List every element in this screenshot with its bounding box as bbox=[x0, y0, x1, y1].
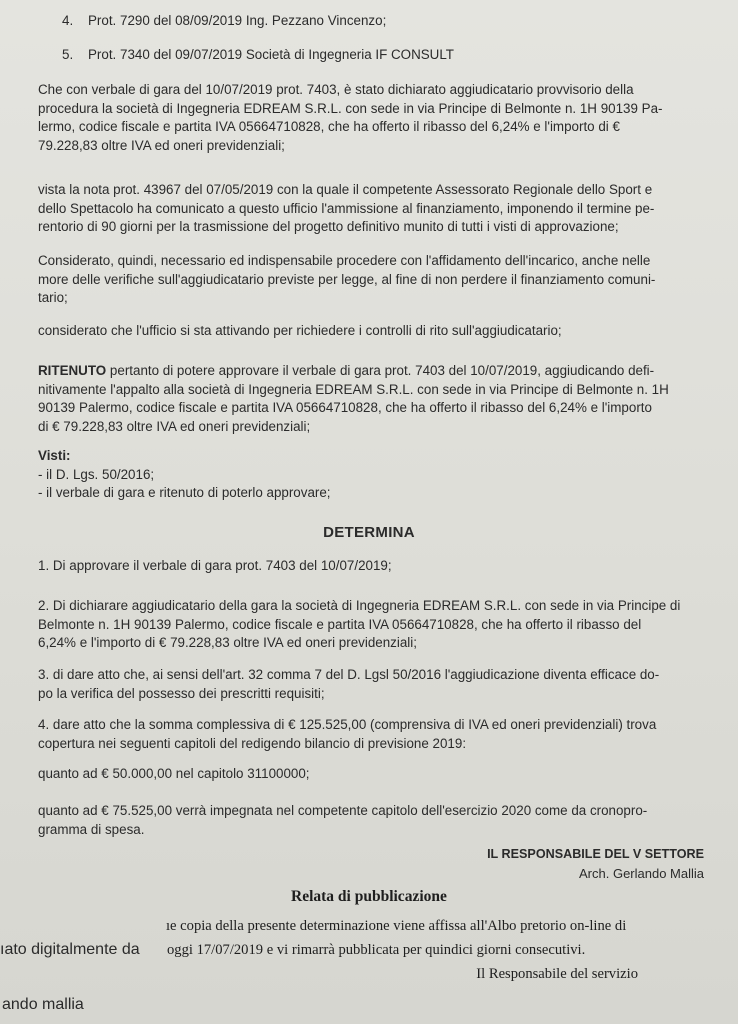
paragraph-verbale: Che con verbale di gara del 10/07/2019 prot. 7403, è stato dichiarato aggiudicatario provvisorio della procedura la società di Ingegneria EDREAM S.R.L. con sede in via Principe di Belmonte n. 1H 90139 Pa- lermo, codice fiscale e partita IVA 05664710828, che ha offerto il ribasso del 6,24% e l'importo di € 79.228,83 oltre IVA ed oneri previdenziali; bbox=[38, 82, 663, 153]
relata-line-3: Il Responsabile del servizio bbox=[476, 966, 638, 982]
determina-item-2: 2. Di dichiarare aggiudicatario della gara la società di Ingegneria EDREAM S.R.L. con sede in via Principe di Belmonte n. 1H 90139 Palermo, codice fiscale e partita IVA 05664710828, che ha offerto il ribasso del 6,24% e l'importo di € 79.228,83 oltre IVA ed oneri previdenziali; bbox=[38, 598, 681, 651]
relata-line-2: oggi 17/07/2019 e vi rimarrà pubblicata per quindici giorni consecutivi. bbox=[167, 942, 586, 958]
digital-signature-stamp-line-2: ando mallia bbox=[2, 996, 84, 1013]
determina-item-4: 4. dare atto che la somma complessiva di € 125.525,00 (comprensiva di IVA ed oneri previdenziali) trova copertura nei seguenti capitoli del redigendo bilancio di previsione 2019: bbox=[38, 717, 657, 751]
determina-item-5: quanto ad € 50.000,00 nel capitolo 31100000; bbox=[38, 766, 310, 781]
visti-section: Visti: - il D. Lgs. 50/2016; - il verbale di gara e ritenuto di poterlo approvare; bbox=[38, 447, 718, 503]
signature-role: IL RESPONSABILE DEL V SETTORE bbox=[487, 847, 704, 861]
determina-item-1: 1. Di approvare il verbale di gara prot. 7403 del 10/07/2019; bbox=[38, 558, 392, 573]
paragraph-ufficio: considerato che l'ufficio si sta attivando per richiedere i controlli di rito sull'aggiudicatario; bbox=[38, 323, 562, 338]
signature-name: Arch. Gerlando Mallia bbox=[579, 866, 704, 881]
paragraph-considerato: Considerato, quindi, necessario ed indispensabile procedere con l'affidamento dell'incarico, anche nelle more delle verifiche sull'aggiudicatario previste per legge, al fine di non perdere il finanziamento comuni- tario; bbox=[38, 253, 656, 306]
determina-item-6: quanto ad € 75.525,00 verrà impegnata nel competente capitolo dell'esercizio 2020 come da cronopro- gramma di spesa. bbox=[38, 803, 648, 837]
ritenuto-keyword: RITENUTO bbox=[38, 363, 107, 378]
determina-heading: DETERMINA bbox=[323, 524, 415, 541]
visti-title: Visti: bbox=[38, 448, 71, 463]
paragraph-nota: vista la nota prot. 43967 del 07/05/2019 con la quale il competente Assessorato Regionale dello Sport e dello Spettacolo ha comunicato a questo ufficio l'ammissione al finanziamento, imponendo il termine pe- rentorio di 90 giorni per la trasmissione del progetto definitivo munito di tutti i visti di approvazione; bbox=[38, 182, 655, 235]
digital-signature-stamp-line-1: ıato digitalmente da bbox=[0, 941, 140, 958]
protocol-item-5: 5. Prot. 7340 del 09/07/2019 Società di Ingegneria IF CONSULT bbox=[62, 47, 454, 62]
determina-item-3: 3. di dare atto che, ai sensi dell'art. 32 comma 7 del D. Lgsl 50/2016 l'aggiudicazione diventa efficace do- po la verifica del possesso dei prescritti requisiti; bbox=[38, 667, 660, 701]
paragraph-ritenuto: RITENUTO pertanto di potere approvare il verbale di gara prot. 7403 del 10/07/2019, aggiudicando defi- nitivamente l'appalto alla società di Ingegneria EDREAM S.R.L. con sede in via Principe di Belmonte n. 1H 90139 Palermo, codice fiscale e partita IVA 05664710828, che ha offerto il ribasso del 6,24% e l'importo di € 79.228,83 oltre IVA ed oneri previdenziali; bbox=[38, 363, 669, 434]
relata-title: Relata di pubblicazione bbox=[291, 888, 447, 905]
relata-line-1: ıe copia della presente determinazione viene affissa all'Albo pretorio on-line di bbox=[166, 918, 627, 934]
protocol-item-4: 4. Prot. 7290 del 08/09/2019 Ing. Pezzano Vincenzo; bbox=[62, 13, 387, 28]
